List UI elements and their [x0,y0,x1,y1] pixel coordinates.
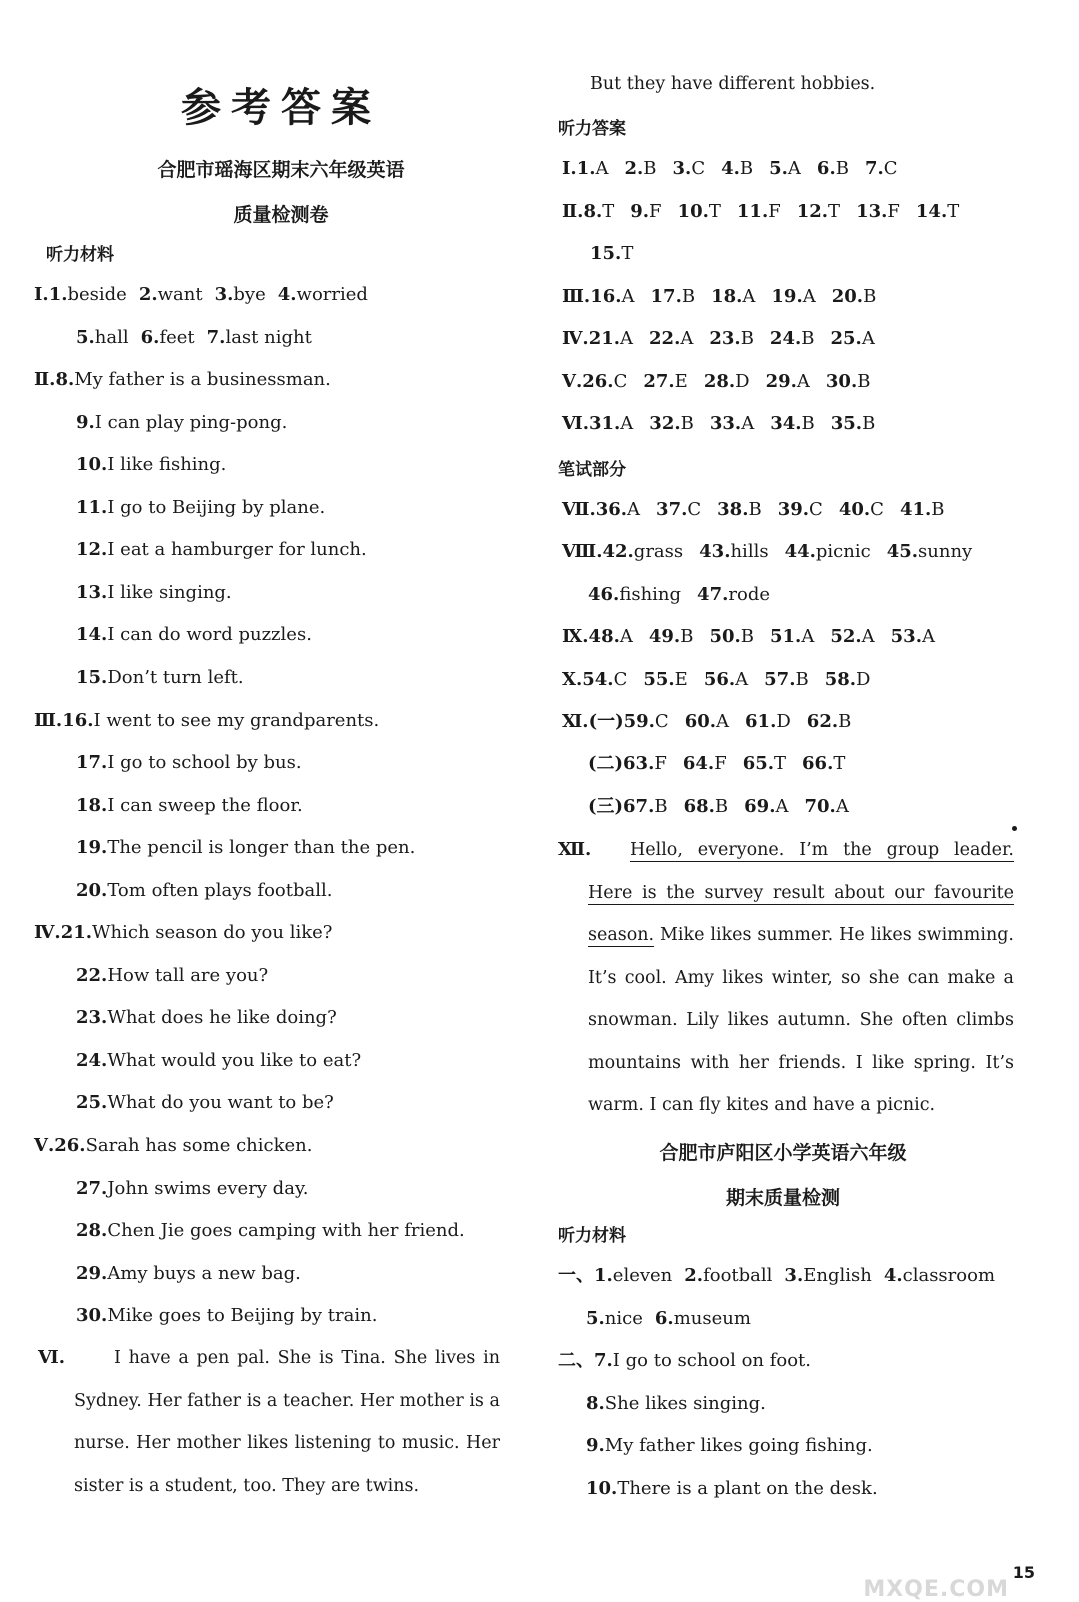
answer-item: 9.My father likes going fishing. [586,1435,873,1456]
essay-xii [588,829,1014,1127]
answer-line [76,836,415,860]
answer-line [586,1477,878,1501]
answer-item: 29.A [765,370,810,392]
answer-item: 15.T [590,243,634,264]
answer-item: 7.C [864,158,898,179]
answer-item: 69.A [744,795,789,817]
answer-item: 66.T [802,753,846,775]
answer-item: 2.B [624,158,657,179]
answer-item: 55.E [643,668,688,690]
answer-item: 42.grass [602,541,684,563]
written-part-label: 笔试部分 [558,460,626,480]
answer-line [558,1264,995,1288]
answer-item: 1.beside [48,284,127,305]
answer-item: 11.F [736,200,781,222]
answer-item: 10.I like fishing. [76,454,227,476]
answer-line [34,921,332,945]
answer-item: 17.I go to school by bus. [76,752,302,774]
answer-item: 3.English [784,1265,872,1286]
question-group-number: Ⅲ. [562,285,591,307]
answer-line [562,327,875,351]
answer-item: 26.C [582,370,628,392]
answer-line [76,1049,361,1073]
answer-item: 4.classroom [883,1265,996,1286]
answer-item: 30.Mike goes to Beijing by train. [76,1305,378,1327]
answer-item: 16.A [590,285,635,307]
answer-item: 19.A [771,285,816,307]
answer-item: 6.museum [654,1307,751,1329]
question-group-number: Ⅷ. [562,541,603,563]
passage-vi-continued: But they have different hobbies. [590,74,876,94]
answer-item: 5.A [769,158,801,179]
question-number-xii: Ⅻ. [558,839,592,860]
answer-item: 25.What do you want to be? [76,1092,334,1114]
listening-answers-label: 听力答案 [558,119,626,139]
question-group-number: Ⅶ. [562,499,596,520]
answer-line [76,581,232,605]
answer-line [76,666,244,690]
answer-item: 45.sunny [886,541,973,563]
answer-line [76,538,367,562]
answer-item: 33.A [709,413,755,434]
answer-item: 35.B [830,413,876,434]
question-group-number: Ⅵ. [562,413,589,434]
answer-item: 34.B [770,413,815,434]
essay-body: Mike likes summer. He likes swimming. It’s cool. Amy likes winter, so she can make a snowman. Lily likes autumn. She often climbs mountains with her friends. I like spring. It’s warm. I can fly kites and have a picnic. [588,925,1014,1115]
answer-item: 62.B [806,711,852,732]
answer-item: 16.I went to see my grandparents. [62,709,380,731]
answer-item: 8.My father is a businessman. [55,369,331,391]
answer-line [562,370,870,394]
answer-item: 12.I eat a hamburger for lunch. [76,539,367,561]
answer-item: 8.She likes singing. [586,1392,766,1414]
answer-item: 48.A [588,626,633,648]
answer-item: 13.F [856,200,900,222]
answer-item: 4.B [721,158,754,179]
answer-item: 61.D [745,711,791,732]
answer-item: 7.I go to school on foot. [594,1350,812,1371]
answer-item: 37.C [656,499,702,520]
answer-line [586,1307,751,1331]
answer-item: 21.Which season do you like? [60,922,333,944]
answer-item: 1.eleven [594,1265,673,1286]
answer-item: 7.last night [206,326,312,348]
answer-item: 38.B [717,499,762,520]
answer-line [588,752,845,776]
answer-item: 6.B [816,158,849,179]
answer-item: 14.T [915,200,960,222]
question-group-number: Ⅴ. [34,1135,55,1156]
answer-item: (一)59.C [588,711,669,732]
section-heading-luyang: 合肥市庐阳区小学英语六年级 [659,1142,907,1164]
section-subheading-luyang: 期末质量检测 [725,1187,840,1209]
answer-item: 52.A [830,626,875,648]
margin-dot [1012,826,1017,831]
answer-item: 19.The pencil is longer than the pen. [76,837,416,859]
answer-item: (三)67.B [588,795,668,817]
answer-item: 10.T [677,200,721,222]
listening-material-label-2: 听力材料 [558,1226,626,1246]
answer-item: 5.hall [76,326,129,348]
answer-line [76,453,226,477]
question-group-number: Ⅴ. [562,370,583,392]
answer-line [562,625,935,649]
answer-item: 57.B [764,668,809,690]
answer-item: 68.B [683,795,729,817]
answer-item: 20.Tom often plays football. [76,879,333,901]
answer-item: 15.Don’t turn left. [76,666,244,688]
answer-item: 39.C [777,499,823,520]
answer-line [76,1091,334,1115]
answer-item: 4.worried [277,284,368,305]
answer-item: 23.B [709,328,754,349]
answer-item: 70.A [804,795,849,817]
passage-vi: I have a pen pal. She is Tina. She lives in Sydney. Her father is a teacher. Her mother is a nurse. Her mother likes listening to music. Her sister is a student, too. They are twins. [74,1348,500,1496]
answer-line [34,1134,312,1158]
answer-line [76,496,325,520]
answer-item: 44.picnic [784,541,871,563]
answer-item: 53.A [890,626,935,648]
page-number: 15 [1012,1563,1035,1582]
answer-item: 14.I can do word puzzles. [76,624,312,646]
answer-item: 50.B [709,626,754,648]
answer-item: 2.football [684,1265,773,1286]
answer-item: 12.T [796,200,841,222]
answer-item: 58.D [824,668,871,690]
answer-item: 36.A [595,499,641,520]
section-subheading-yaohai: 质量检测卷 [233,204,329,226]
watermark-logo: MXQE.COM [863,1577,1009,1602]
answer-line [590,242,633,266]
answer-line [76,1304,377,1328]
answer-line [562,498,945,522]
answer-item: 26.Sarah has some chicken. [54,1135,313,1156]
answer-item: 60.A [684,711,730,732]
question-group-number: Ⅸ. [562,626,589,648]
answer-line [76,879,332,903]
answer-item: 24.What would you like to eat? [76,1049,362,1071]
question-group-number: Ⅱ. [34,369,56,391]
answer-item: 21.A [588,328,634,349]
answer-item: 27.John swims every day. [76,1177,309,1199]
answer-line [562,200,959,224]
answer-line [34,283,368,307]
answer-item: 32.B [649,413,694,434]
page-title: 参考答案 [181,85,381,131]
answer-item: 3.bye [214,284,266,305]
answer-item: 17.B [650,285,696,307]
answer-item: 31.A [588,413,634,434]
essay-underlined-intro: Hello, everyone. I’m the group leader. Here is the survey result about our favourite season. [588,840,1014,945]
answer-item: 9.F [630,200,662,222]
answer-item: 28.D [703,370,750,392]
answer-item: 30.B [825,370,871,392]
answer-item: (二)63.F [588,753,667,775]
answer-item: 56.A [703,668,749,690]
answer-item: 23.What does he like doing? [76,1007,337,1029]
question-group-number: 二、 [558,1350,594,1371]
answer-item: 54.C [582,668,628,690]
question-group-number: 一、 [558,1265,594,1286]
answer-line [586,1392,766,1416]
answer-line [76,326,312,350]
answer-line [76,1006,337,1030]
answer-item: 64.F [682,753,727,775]
answer-item: 18.A [711,285,756,307]
question-group-number: Ⅱ. [562,200,584,222]
answer-line [562,710,851,734]
answer-line [34,709,379,733]
question-group-number: Ⅳ. [562,328,589,349]
answer-line [562,412,875,436]
answer-line [586,1434,873,1458]
answer-item: 9.I can play ping-pong. [76,411,288,433]
question-group-number: Ⅲ. [34,709,63,731]
answer-item: 20.B [831,285,877,307]
answer-item: 1.A [576,158,609,179]
answer-line [562,285,876,309]
answer-line [76,1219,465,1243]
answer-item: 18.I can sweep the floor. [76,794,303,816]
answer-line [562,157,898,181]
listening-material-label: 听力材料 [46,245,114,265]
answer-item: 22.A [649,328,694,349]
answer-item: 43.hills [699,541,769,563]
answer-line [588,795,849,819]
answer-item: 49.B [648,626,694,648]
answer-item: 65.T [742,753,787,775]
answer-line [562,540,972,564]
answer-item: 24.B [769,328,815,349]
answer-item: 27.E [643,370,688,392]
answer-item: 51.A [770,626,815,648]
answer-item: 11.I go to Beijing by plane. [76,496,326,518]
answer-item: 6.feet [140,326,195,348]
answer-item: 2.want [138,284,203,305]
answer-item: 29.Amy buys a new bag. [76,1262,301,1284]
answer-line [76,751,302,775]
answer-item: 46.fishing [588,583,682,605]
answer-item: 13.I like singing. [76,581,232,603]
question-group-number: Ⅹ. [562,668,583,690]
answer-item: 10.There is a plant on the desk. [586,1477,878,1499]
answer-line [76,411,287,435]
answer-line [562,668,870,692]
answer-line [76,623,312,647]
answer-line [76,1262,301,1286]
answer-line [588,583,770,607]
answer-line [34,368,331,392]
answer-item: 47.rode [697,583,770,605]
question-group-number: Ⅰ. [34,284,49,305]
answer-line [76,794,303,818]
question-group-number: Ⅰ. [562,158,577,179]
answer-line [558,1349,811,1373]
answer-item: 41.B [899,499,945,520]
answer-item: 28.Chen Jie goes camping with her friend. [76,1220,465,1242]
question-number-vi: Ⅵ. [38,1347,65,1368]
answer-line [76,964,268,988]
answer-line [76,1177,308,1201]
question-group-number: Ⅳ. [34,922,61,944]
answer-item: 8.T [583,200,615,222]
section-heading-yaohai: 合肥市瑶海区期末六年级英语 [157,159,405,181]
answer-item: 3.C [672,158,706,179]
answer-item: 5.nice [586,1307,643,1329]
answer-item: 22.How tall are you? [76,964,269,986]
question-group-number: Ⅺ. [562,711,589,732]
answer-item: 40.C [838,499,884,520]
answer-item: 25.A [830,328,875,349]
